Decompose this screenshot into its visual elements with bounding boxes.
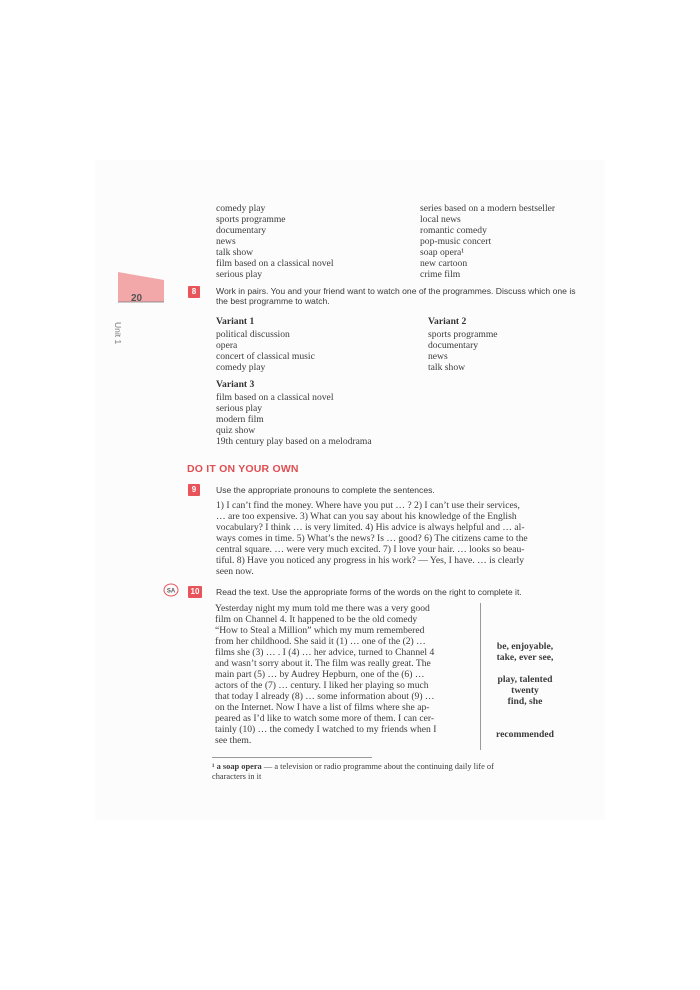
list-item: pop-music concert <box>420 236 492 247</box>
word-hint: play, talented <box>497 674 553 685</box>
list-item: serious play <box>216 403 263 414</box>
text-line: central square. … were very much excited. 7) I love your hair. … looks so beau- <box>216 544 525 555</box>
list-item: soap opera¹ <box>420 247 465 258</box>
list-item: local news <box>420 214 461 225</box>
page-number: 20 <box>131 293 143 304</box>
variant-3-title: Variant 3 <box>216 379 255 390</box>
text-line: … are too expensive. 3) What can you say about his knowledge of the English <box>216 511 517 522</box>
list-item: news <box>216 236 236 247</box>
exercise-10-text <box>215 603 436 746</box>
list-item: opera <box>216 340 238 351</box>
list-item: talk show <box>428 362 466 373</box>
footnote-line-2: characters in it <box>212 772 262 781</box>
text-line: Yesterday night my mum told me there was a very good <box>215 603 430 614</box>
text-line: on the Internet. Now I have a list of films where she ap- <box>215 702 430 713</box>
list-item: serious play <box>216 269 263 280</box>
exercise-9-text <box>216 500 528 577</box>
word-hint: take, ever see, <box>496 652 554 663</box>
list-item: 19th century play based on a melodrama <box>216 436 372 447</box>
list-item: sports programme <box>216 214 286 225</box>
text-line: 1) I can’t find the money. Where have you put … ? 2) I can’t use their services, <box>216 500 520 511</box>
exercise-9-instruction: Use the appropriate pronouns to complete the sentences. <box>216 485 435 495</box>
exercise-8-badge: 8 <box>188 286 200 298</box>
list-item: modern film <box>216 414 264 425</box>
variant-1-title: Variant 1 <box>216 316 255 327</box>
word-box <box>484 641 566 740</box>
list-item: news <box>428 351 448 362</box>
text-line: peared as I’d like to watch some more of them. I can cer- <box>215 713 435 724</box>
list-item: talk show <box>216 247 254 258</box>
exercise-8-instruction: Work in pairs. You and your friend want to watch one of the programmes. Discuss which one is the best programme to watch. <box>216 286 576 306</box>
variant-1-list <box>216 329 315 373</box>
section-heading: DO IT ON YOUR OWN <box>187 463 299 475</box>
unit-label: Unit 1 <box>113 322 123 345</box>
text-line: films she (3) … . I (4) … her advice, turned to Channel 4 <box>215 647 435 658</box>
list-item: romantic comedy <box>420 225 487 236</box>
text-line: vocabulary? I think … is very limited. 4) His advice is always helpful and … al- <box>216 522 525 533</box>
list-item: film based on a classical novel <box>216 392 334 403</box>
variant-3-list <box>216 392 372 447</box>
text-line: from her childhood. She said it (1) … one of the (2) … <box>215 636 426 647</box>
exercise-10-badge: 10 <box>188 586 202 598</box>
text-line: and wasn’t sorry about it. The film was really great. The <box>215 658 431 669</box>
self-assessment-icon <box>163 583 183 597</box>
footnote-rule <box>212 757 372 758</box>
top-list-left <box>216 203 334 280</box>
column-divider <box>480 603 481 750</box>
text-line: main part (5) … by Audrey Hepburn, one of the (6) … <box>215 669 425 680</box>
list-item: comedy play <box>216 362 266 373</box>
self-assessment-icon-label: SA <box>166 588 176 595</box>
list-item: concert of classical music <box>216 351 315 362</box>
text-line: tainly (10) … the comedy I watched to my friends when I <box>215 724 437 735</box>
list-item: new cartoon <box>420 258 468 269</box>
list-item: documentary <box>428 340 479 351</box>
list-item: quiz show <box>216 425 256 436</box>
list-item: sports programme <box>428 329 498 340</box>
page-tab <box>118 272 164 338</box>
text-line: seen now. <box>216 566 254 577</box>
variant-2-title: Variant 2 <box>428 316 467 327</box>
text-line: see them. <box>215 735 252 746</box>
list-item: crime film <box>420 269 461 280</box>
list-item: political discussion <box>216 329 290 340</box>
exercise-9-badge: 9 <box>188 484 200 496</box>
text-line: tiful. 8) Have you noticed any progress in his work? — Yes, I have. … is clearly <box>216 555 525 566</box>
text-line: actors of the (7) … century. I liked her playing so much <box>215 680 429 691</box>
exercise-10-instruction: Read the text. Use the appropriate forms of the words on the right to complete it. <box>216 587 522 597</box>
text-line: ways comes in time. 5) What’s the news? Is … good? 6) The citizens came to the <box>216 533 528 544</box>
footnote-definition: — a television or radio programme about the continuing daily life of <box>261 762 494 771</box>
list-item: documentary <box>216 225 267 236</box>
text-line: that today I already (8) … some information about (9) … <box>215 691 435 702</box>
list-item: film based on a classical novel <box>216 258 334 269</box>
word-hint: recommended <box>496 729 554 740</box>
text-line: film on Channel 4. It happened to be the old comedy <box>215 614 418 625</box>
list-item: series based on a modern bestseller <box>420 203 556 214</box>
top-list-right <box>420 203 555 280</box>
list-item: comedy play <box>216 203 266 214</box>
footnote-term: ¹ a soap opera <box>212 762 262 771</box>
word-hint: be, enjoyable, <box>496 641 554 652</box>
text-line: “How to Steal a Million” which my mum remembered <box>215 625 425 636</box>
footnote <box>212 762 592 782</box>
variant-2-list <box>428 329 498 373</box>
word-hint: twenty <box>511 685 539 696</box>
word-hint: find, she <box>507 696 543 707</box>
